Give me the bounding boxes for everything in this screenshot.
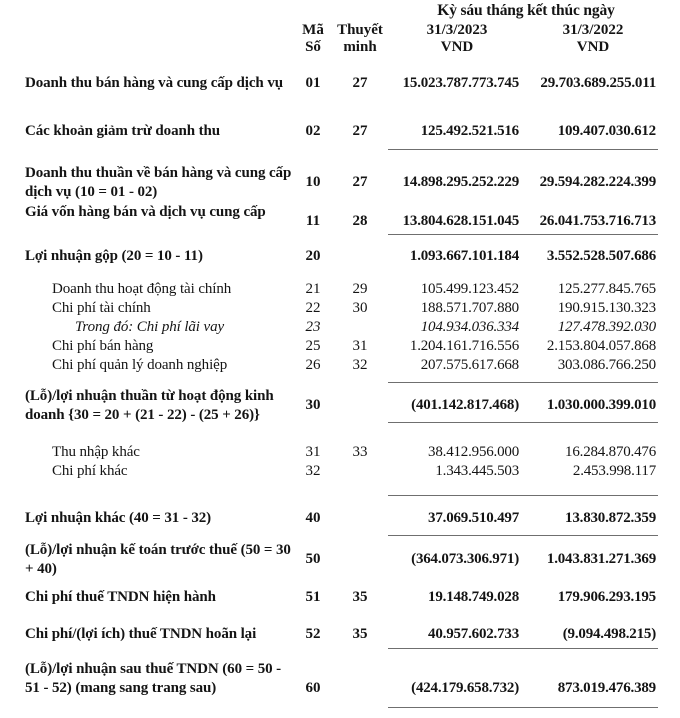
row-value-2023: 207.575.617.668 — [420, 357, 519, 373]
section-rule — [388, 234, 658, 235]
header-period-title: Kỳ sáu tháng kết thúc ngày — [437, 2, 615, 19]
section-rule — [388, 422, 658, 423]
section-rule — [388, 149, 658, 150]
row-value-2023: 104.934.036.334 — [420, 319, 519, 335]
row-value-2022: 2.453.998.117 — [572, 463, 656, 479]
row-value-2023: (424.179.658.732) — [411, 680, 519, 696]
header-column-2022 — [524, 22, 662, 56]
row-value-2023: (364.073.306.971) — [411, 551, 519, 567]
row-code: 31 — [305, 444, 321, 460]
row-code: 20 — [305, 248, 321, 264]
row-label: (Lỗ)/lợi nhuận thuần từ hoạt động kinh doanh {30 = 20 + (21 - 22) - (25 + 26)} — [25, 388, 274, 423]
row-value-2023: 15.023.787.773.745 — [402, 75, 519, 91]
row-code: 21 — [305, 281, 321, 297]
row-value-2023: 19.148.749.028 — [428, 589, 519, 605]
header-note-column — [334, 22, 386, 56]
header-code-column — [296, 22, 330, 56]
row-value-2022: 29.594.282.224.399 — [539, 174, 656, 190]
row-note: 35 — [352, 589, 368, 605]
row-value-2022: 29.703.689.255.011 — [540, 75, 656, 91]
row-label: Trong đó: Chi phí lãi vay — [75, 319, 225, 335]
row-value-2022: 190.915.130.323 — [557, 300, 656, 316]
row-value-2022: 303.086.766.250 — [557, 357, 656, 373]
header-2022-unit: VND — [576, 39, 610, 55]
row-label: Doanh thu bán hàng và cung cấp dịch vụ — [25, 75, 283, 91]
row-code: 25 — [305, 338, 321, 354]
row-note: 31 — [352, 338, 368, 354]
row-label: Thu nhập khác — [52, 444, 140, 460]
header-2023-date: 31/3/2023 — [426, 22, 488, 38]
header-code-line2: Số — [305, 39, 321, 55]
row-value-2022: 26.041.753.716.713 — [539, 213, 656, 229]
row-note: 30 — [352, 300, 368, 316]
section-rule — [388, 707, 658, 708]
row-value-2023: 125.492.521.516 — [420, 123, 519, 139]
row-label: Lợi nhuận gộp (20 = 10 - 11) — [25, 248, 203, 264]
header-2023-unit: VND — [440, 39, 474, 55]
row-code: 02 — [305, 123, 321, 139]
row-label: Chi phí bán hàng — [52, 338, 154, 354]
row-note: 33 — [352, 444, 368, 460]
row-value-2022: 125.277.845.765 — [557, 281, 656, 297]
row-label: Chi phí thuế TNDN hiện hành — [25, 589, 216, 605]
header-note-line1: Thuyết — [337, 22, 383, 38]
row-label: Lợi nhuận khác (40 = 31 - 32) — [25, 510, 212, 526]
row-code: 50 — [305, 551, 321, 567]
row-label: Doanh thu hoạt động tài chính — [52, 281, 232, 297]
row-code: 26 — [305, 357, 321, 373]
row-code: 40 — [305, 510, 321, 526]
row-value-2023: 105.499.123.452 — [420, 281, 519, 297]
row-value-2022: 1.030.000.399.010 — [546, 397, 656, 413]
row-value-2023: (401.142.817.468) — [411, 397, 519, 413]
row-value-2022: 127.478.392.030 — [557, 319, 656, 335]
row-value-2022: 13.830.872.359 — [565, 510, 656, 526]
row-label: (Lỗ)/lợi nhuận sau thuế TNDN (60 = 50 - 51 - 52) (mang sang trang sau) — [25, 661, 282, 696]
row-label: Chi phí tài chính — [52, 300, 151, 316]
row-value-2022: 2.153.804.057.868 — [546, 338, 656, 354]
header-2022-date: 31/3/2022 — [562, 22, 624, 38]
row-code: 51 — [305, 589, 321, 605]
row-value-2022: (9.094.498.215) — [562, 626, 656, 642]
row-value-2023: 1.204.161.716.556 — [409, 338, 519, 354]
header-column-2023 — [390, 22, 524, 56]
row-code: 52 — [305, 626, 321, 642]
row-code: 10 — [305, 174, 321, 190]
row-value-2022: 1.043.831.271.369 — [546, 551, 656, 567]
row-value-2023: 38.412.956.000 — [428, 444, 519, 460]
row-value-2023: 1.093.667.101.184 — [409, 248, 519, 264]
row-label: Doanh thu thuần về bán hàng và cung cấp dịch vụ (10 = 01 - 02) — [25, 165, 292, 200]
row-value-2022: 16.284.870.476 — [565, 444, 656, 460]
row-label: Chi phí quản lý doanh nghiệp — [52, 357, 228, 373]
row-value-2022: 109.407.030.612 — [557, 123, 656, 139]
row-code: 01 — [305, 75, 321, 91]
row-code: 22 — [305, 300, 321, 316]
row-code: 32 — [305, 463, 321, 479]
row-value-2022: 3.552.528.507.686 — [546, 248, 656, 264]
header-code-line1: Mã — [302, 22, 324, 38]
row-value-2023: 14.898.295.252.229 — [402, 174, 519, 190]
row-value-2023: 40.957.602.733 — [428, 626, 519, 642]
row-value-2023: 188.571.707.880 — [420, 300, 519, 316]
row-code: 23 — [305, 319, 321, 335]
section-rule — [388, 495, 658, 496]
row-note: 29 — [352, 281, 368, 297]
row-label: (Lỗ)/lợi nhuận kế toán trước thuế (50 = 30 + 40) — [25, 542, 291, 577]
row-note: 32 — [352, 357, 368, 373]
row-value-2022: 179.906.293.195 — [557, 589, 656, 605]
row-code: 30 — [305, 397, 321, 413]
row-note: 27 — [352, 75, 368, 91]
row-label: Các khoản giảm trừ doanh thu — [25, 123, 220, 139]
row-value-2022: 873.019.476.389 — [557, 680, 656, 696]
section-rule — [388, 648, 658, 649]
row-label: Chi phí khác — [52, 463, 128, 479]
row-note: 35 — [352, 626, 368, 642]
row-note: 28 — [352, 213, 368, 229]
row-code: 60 — [305, 680, 321, 696]
section-rule — [388, 535, 658, 536]
row-label: Chi phí/(lợi ích) thuế TNDN hoãn lại — [25, 626, 257, 642]
row-label: Giá vốn hàng bán và dịch vụ cung cấp — [25, 204, 266, 220]
section-rule — [388, 382, 658, 383]
row-note: 27 — [352, 123, 368, 139]
header-note-line2: minh — [343, 39, 377, 55]
row-value-2023: 13.804.628.151.045 — [402, 213, 519, 229]
row-value-2023: 1.343.445.503 — [435, 463, 519, 479]
row-code: 11 — [305, 213, 321, 229]
row-value-2023: 37.069.510.497 — [428, 510, 519, 526]
row-note: 27 — [352, 174, 368, 190]
